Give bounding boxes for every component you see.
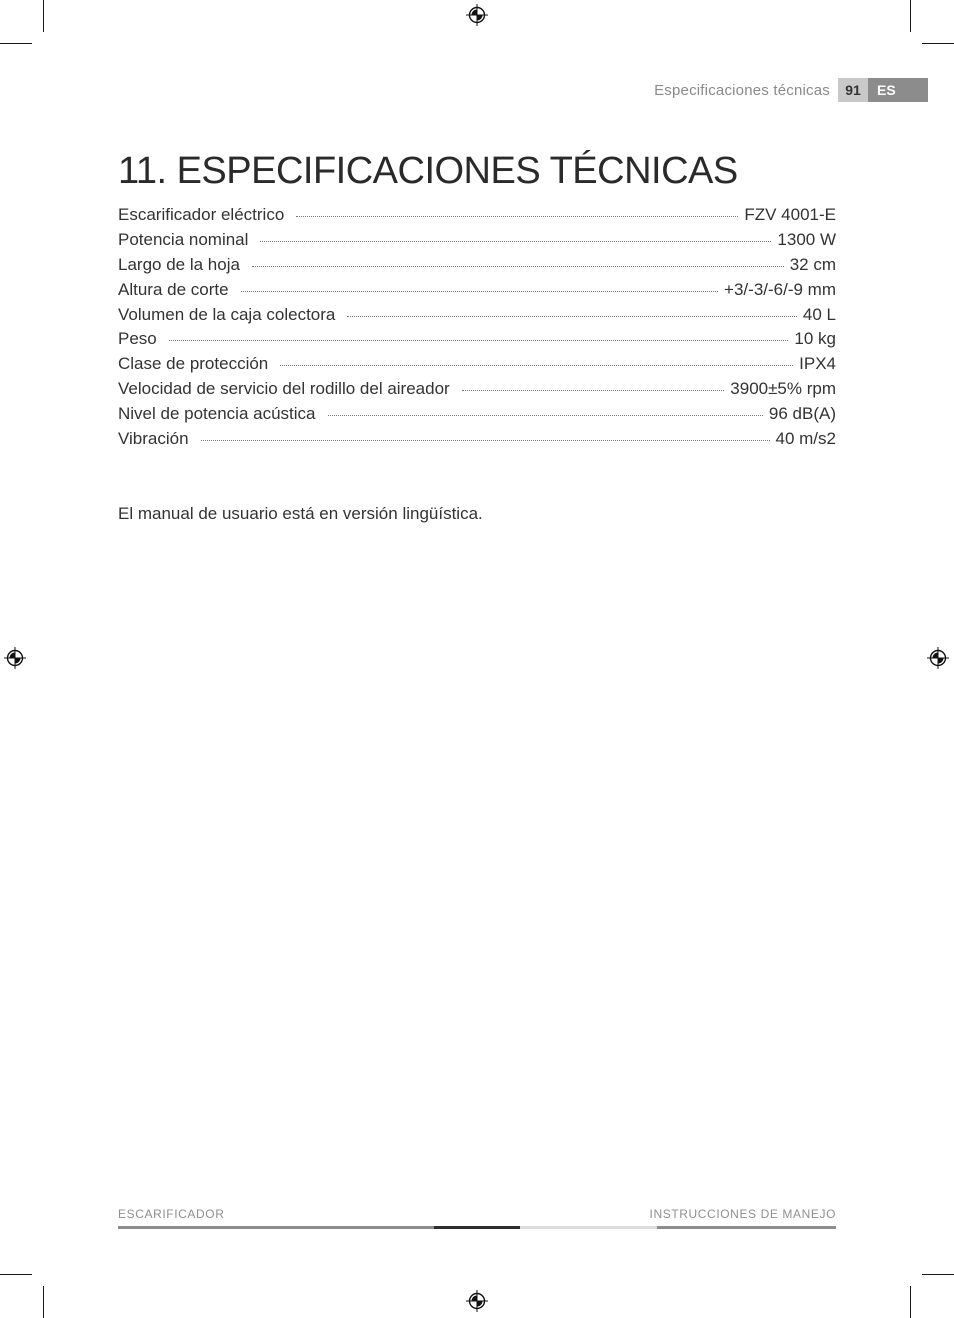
- spec-value: FZV 4001-E: [744, 205, 836, 224]
- spec-list: [118, 205, 836, 454]
- footer-divider-bar: [118, 1226, 836, 1229]
- dot-leader: [462, 390, 725, 391]
- spec-value: 40 L: [802, 304, 836, 324]
- crop-mark-bottom-left-vertical: [43, 1286, 44, 1318]
- spec-label: Escarificador eléctrico: [118, 205, 285, 224]
- spec-label: Volumen de la caja colectora: [118, 304, 336, 324]
- spec-row-vibration: [118, 429, 836, 454]
- spec-value: 1300 W: [777, 229, 836, 249]
- footer-product-name: ESCARIFICADOR: [118, 1207, 225, 1221]
- spec-value: +3/-3/-6/-9 mm: [724, 279, 836, 299]
- spec-value: 3900±5% rpm: [730, 379, 836, 399]
- spec-label: Vibración: [118, 429, 189, 449]
- spec-value: 40 m/s2: [775, 429, 836, 449]
- footer-bar-segment: [657, 1226, 836, 1229]
- crop-mark-top-left-vertical: [43, 0, 44, 32]
- header-language-tab: ES: [868, 78, 928, 102]
- dot-leader: [169, 340, 789, 341]
- crop-mark-top-right-vertical: [910, 0, 911, 32]
- spec-value: 10 kg: [794, 329, 836, 349]
- spec-row-model: [118, 205, 836, 230]
- spec-label: Altura de corte: [118, 279, 229, 299]
- spec-row-cutting-height: [118, 280, 836, 305]
- spec-row-protection-class: [118, 354, 836, 379]
- spec-row-power: [118, 230, 836, 255]
- spec-label: Nivel de potencia acústica: [118, 404, 316, 424]
- dot-leader: [347, 316, 797, 317]
- registration-mark-icon: [466, 4, 488, 26]
- dot-leader: [252, 266, 784, 267]
- language-note: El manual de usuario está en versión lingüística.: [118, 504, 483, 523]
- crop-mark-bottom-right-horizontal: [922, 1274, 954, 1275]
- dot-leader: [328, 415, 763, 416]
- footer-bar-segment: [434, 1226, 520, 1229]
- registration-mark-icon: [466, 1290, 488, 1312]
- spec-label: Largo de la hoja: [118, 254, 240, 274]
- spec-label: Clase de protección: [118, 354, 269, 374]
- spec-value: IPX4: [799, 354, 836, 374]
- crop-mark-top-right-horizontal: [922, 43, 954, 44]
- spec-value: 96 dB(A): [768, 404, 836, 424]
- header-section-title: Especificaciones técnicas: [654, 81, 830, 99]
- spec-row-blade-length: [118, 255, 836, 280]
- footer-bar-segment: [118, 1226, 434, 1229]
- header-page-number: 91: [838, 78, 868, 102]
- crop-mark-bottom-right-vertical: [910, 1286, 911, 1318]
- crop-mark-top-left-horizontal: [0, 43, 32, 44]
- spec-label: Velocidad de servicio del rodillo del aireador: [118, 379, 450, 399]
- spec-row-sound-power: [118, 404, 836, 429]
- footer-bar-segment: [520, 1226, 657, 1229]
- footer-manual-title: INSTRUCCIONES DE MANEJO: [649, 1207, 836, 1221]
- spec-row-weight: [118, 329, 836, 354]
- registration-mark-icon: [4, 647, 26, 669]
- crop-mark-bottom-left-horizontal: [0, 1274, 32, 1275]
- dot-leader: [280, 365, 793, 366]
- registration-mark-icon: [927, 647, 949, 669]
- page-header: [654, 78, 928, 102]
- spec-row-roller-speed: [118, 379, 836, 404]
- page-title: 11. ESPECIFICACIONES TÉCNICAS: [118, 150, 738, 192]
- spec-row-collector-volume: [118, 305, 836, 330]
- spec-label: Potencia nominal: [118, 229, 249, 249]
- dot-leader: [201, 440, 770, 441]
- spec-value: 32 cm: [789, 254, 836, 274]
- dot-leader: [296, 216, 738, 217]
- dot-leader: [260, 241, 771, 242]
- spec-label: Peso: [118, 329, 157, 349]
- dot-leader: [241, 291, 718, 292]
